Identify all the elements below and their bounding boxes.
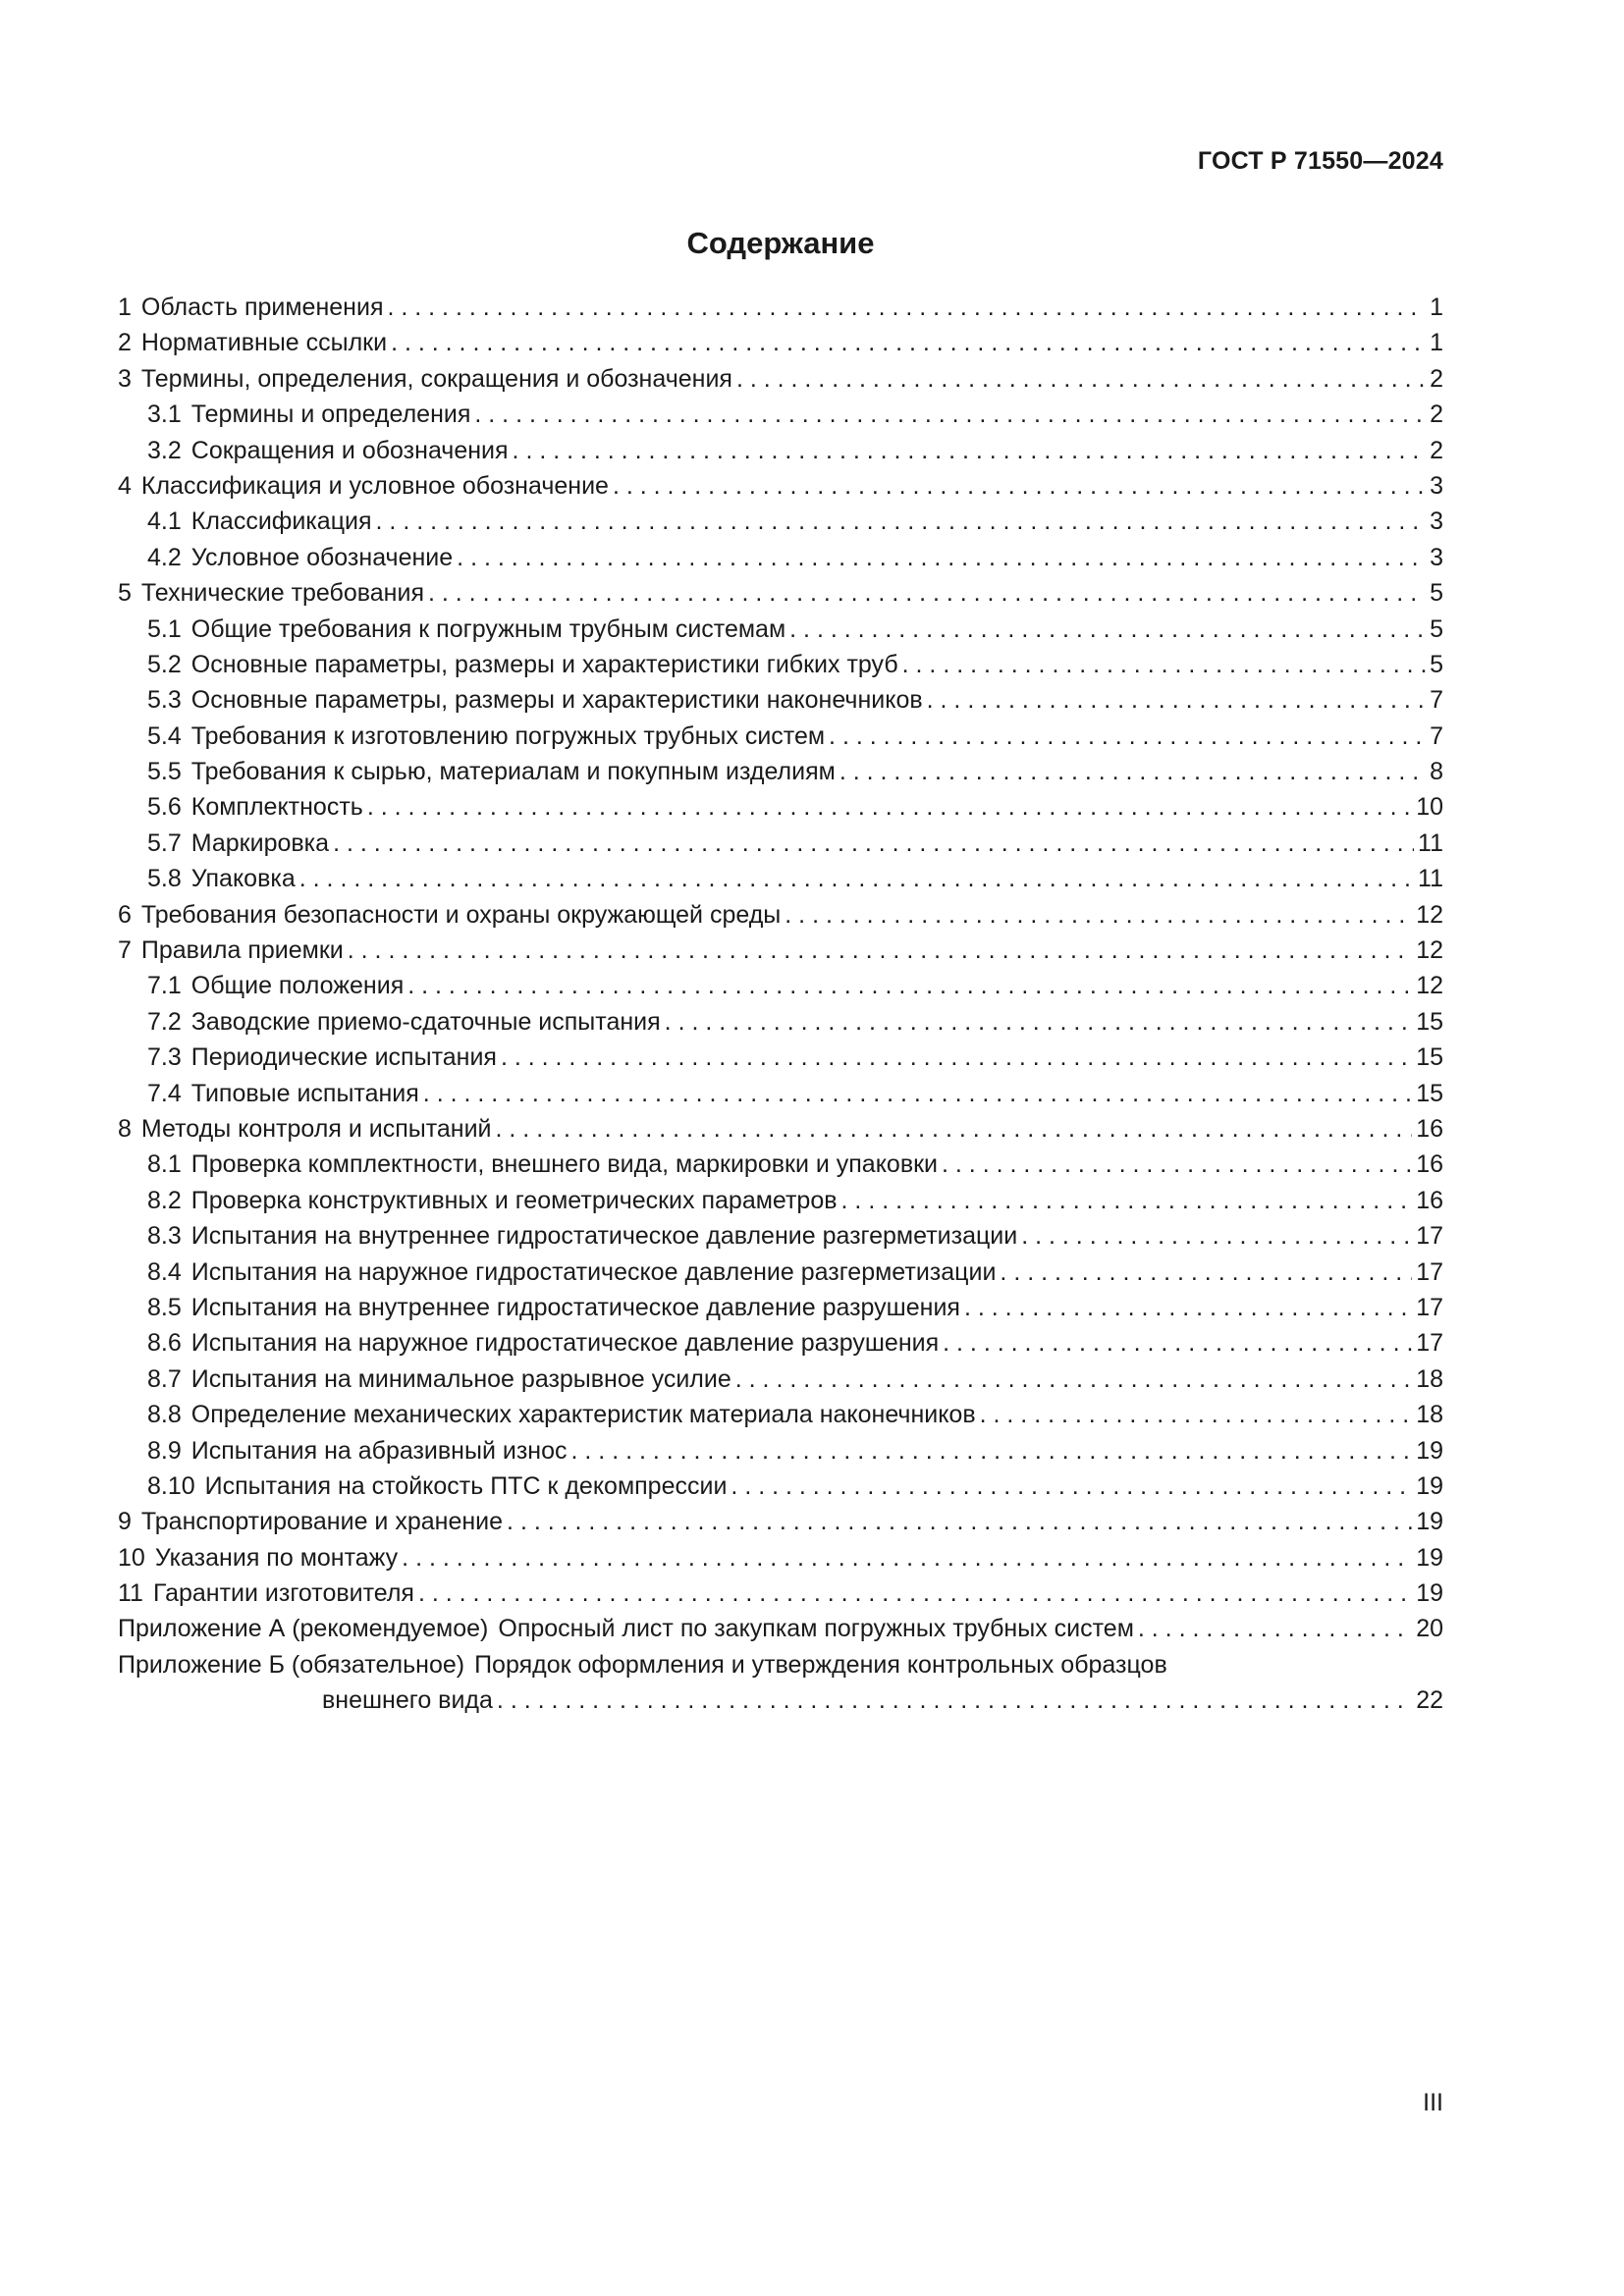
- toc-entry-number: 8.7: [147, 1364, 182, 1393]
- toc-leader-dots: [391, 325, 1426, 360]
- toc-entry[interactable]: [118, 1433, 1443, 1468]
- toc-entry-page: 18: [1416, 1364, 1443, 1393]
- toc-leader-dots: [1138, 1611, 1412, 1646]
- toc-entry-page: 2: [1430, 436, 1443, 464]
- toc-leader-dots: [829, 719, 1426, 754]
- toc-leader-dots: [507, 1504, 1412, 1539]
- toc-entry-label: [147, 1040, 497, 1075]
- toc-entry-label: [147, 968, 404, 1003]
- toc-entry-page: 7: [1430, 721, 1443, 750]
- toc-entry-text: Указания по монтажу: [154, 1543, 399, 1572]
- toc-entry-page: 16: [1416, 1114, 1443, 1143]
- toc-entry-label: [147, 1290, 960, 1325]
- toc-entry-text: Определение механических характеристик материала наконечников: [190, 1401, 976, 1429]
- toc-entry[interactable]: [118, 1468, 1443, 1504]
- toc-entry-text: Опросный лист по закупкам погружных трубных систем: [498, 1615, 1134, 1643]
- toc-entry-label: [147, 1397, 976, 1432]
- toc-entry-label: [147, 540, 453, 575]
- toc-entry[interactable]: [118, 361, 1443, 397]
- toc-entry-page: 19: [1416, 1508, 1443, 1536]
- toc-entry[interactable]: [118, 789, 1443, 825]
- toc-entry-label: [118, 933, 344, 968]
- toc-entry-number: 7.1: [147, 972, 182, 1000]
- toc-entry-number: 8.5: [147, 1293, 182, 1321]
- toc-entry-page: 12: [1416, 936, 1443, 965]
- toc-leader-dots: [980, 1397, 1413, 1432]
- toc-entry-label: [118, 1575, 414, 1611]
- toc-entry-number: 8: [118, 1114, 132, 1143]
- toc-entry-text: Методы контроля и испытаний: [140, 1114, 492, 1143]
- toc-entry-page: 15: [1416, 1079, 1443, 1107]
- toc-entry-number: Приложение Б (обязательное): [118, 1650, 465, 1679]
- toc-entry-page: 16: [1416, 1186, 1443, 1214]
- toc-leader-dots: [402, 1540, 1412, 1575]
- toc-entry-number: 8.1: [147, 1150, 182, 1179]
- toc-entry-label: [118, 290, 383, 325]
- toc-entry-number: 9: [118, 1508, 132, 1536]
- toc-entry-number: 8.9: [147, 1436, 182, 1465]
- toc-entry-page: 19: [1416, 1436, 1443, 1465]
- document-code: ГОСТ Р 71550—2024: [1197, 147, 1443, 175]
- toc-entry-page: 17: [1416, 1293, 1443, 1321]
- toc-entry[interactable]: [118, 433, 1443, 468]
- toc-entry-number: 7.2: [147, 1007, 182, 1036]
- toc-entry-number: 6: [118, 900, 132, 929]
- toc-entry-label: [322, 1682, 493, 1718]
- toc-entry[interactable]: [118, 933, 1443, 968]
- toc-entry-label: [147, 789, 363, 825]
- toc-entry[interactable]: [118, 826, 1443, 861]
- toc-entry-text: Испытания на стойкость ПТС к декомпрессии: [204, 1471, 728, 1500]
- toc-entry-number: 5.1: [147, 614, 182, 643]
- toc-entry-number: 5.6: [147, 793, 182, 822]
- toc-entry-number: 8.3: [147, 1222, 182, 1251]
- toc-entry-label: [118, 361, 732, 397]
- toc-entry-page: 1: [1430, 329, 1443, 357]
- toc-entry-page: 1: [1430, 294, 1443, 321]
- toc-leader-dots: [423, 1076, 1412, 1111]
- toc-entry-number: 5.3: [147, 686, 182, 715]
- toc-leader-dots: [736, 361, 1426, 397]
- toc-entry[interactable]: [118, 540, 1443, 575]
- toc-entry-text: Общие требования к погружным трубным системам: [190, 614, 786, 643]
- toc-leader-dots: [927, 682, 1426, 718]
- toc-entry-text: Периодические испытания: [190, 1043, 497, 1072]
- toc-entry-page: 15: [1416, 1007, 1443, 1036]
- toc-entry[interactable]: [118, 1111, 1443, 1147]
- toc-leader-dots: [299, 861, 1414, 896]
- toc-entry-number: Приложение А (рекомендуемое): [118, 1615, 489, 1643]
- toc-leader-dots: [348, 933, 1412, 968]
- toc-entry-text: Сокращения и обозначения: [190, 436, 509, 464]
- toc-entry[interactable]: [118, 1647, 1443, 1682]
- toc-entry-label: [147, 1183, 838, 1218]
- toc-entry-text: Классификация и условное обозначение: [140, 471, 609, 500]
- toc-entry-label: [118, 1540, 398, 1575]
- toc-entry-label: [147, 1325, 939, 1361]
- toc-leader-dots: [571, 1433, 1413, 1468]
- toc-entry-label: [147, 1255, 996, 1290]
- toc-entry-text: Комплектность: [190, 793, 363, 822]
- toc-entry-page: 5: [1430, 650, 1443, 678]
- toc-leader-dots: [613, 468, 1426, 504]
- toc-entry-page: 15: [1416, 1043, 1443, 1072]
- toc-leader-dots: [735, 1362, 1412, 1397]
- toc-entry-number: 4.2: [147, 543, 182, 571]
- toc-entry-text: Гарантии изготовителя: [152, 1579, 414, 1608]
- toc-entry-page: 2: [1430, 364, 1443, 393]
- toc-entry-page: 19: [1416, 1471, 1443, 1500]
- toc-leader-dots: [457, 540, 1426, 575]
- toc-entry-page: 8: [1430, 758, 1443, 786]
- toc-entry-text: Термины и определения: [190, 400, 471, 429]
- toc-entry-text: Нормативные ссылки: [140, 329, 388, 357]
- toc-leader-dots: [418, 1575, 1412, 1611]
- toc-leader-dots: [496, 1111, 1413, 1147]
- toc-leader-dots: [785, 897, 1412, 933]
- toc-entry-label: [147, 1468, 727, 1504]
- toc-entry[interactable]: [118, 504, 1443, 539]
- toc-entry-number: 4: [118, 471, 132, 500]
- toc-entry[interactable]: [118, 1290, 1443, 1325]
- toc-entry[interactable]: [118, 1611, 1443, 1646]
- toc-entry[interactable]: [118, 1325, 1443, 1361]
- toc-entry-text: Основные параметры, размеры и характеристики гибких труб: [190, 650, 898, 678]
- toc-entry-page: 22: [1416, 1686, 1443, 1715]
- toc-entry-label: [118, 468, 609, 504]
- toc-entry-label: [147, 1076, 419, 1111]
- toc-entry-text: Испытания на наружное гидростатическое давление разрушения: [190, 1329, 940, 1358]
- toc-entry-number: 8.2: [147, 1186, 182, 1214]
- toc-entry-label: [118, 325, 387, 360]
- toc-leader-dots: [407, 968, 1412, 1003]
- toc-entry-text: Порядок оформления и утверждения контрольных образцов: [474, 1650, 1167, 1679]
- toc-leader-dots: [841, 1183, 1413, 1218]
- toc-entry-page: 17: [1416, 1257, 1443, 1286]
- toc-entry-number: 5.8: [147, 865, 182, 893]
- toc-entry-number: 4.1: [147, 507, 182, 536]
- toc-entry-number: 3.2: [147, 436, 182, 464]
- toc-entry-label: [147, 647, 898, 682]
- toc-entry-text: Проверка комплектности, внешнего вида, маркировки и упаковки: [190, 1150, 939, 1179]
- toc-entry-page: 5: [1430, 614, 1443, 643]
- toc-entry-number: 8.4: [147, 1257, 182, 1286]
- toc-entry-label: [147, 504, 372, 539]
- toc-entry[interactable]: [118, 1147, 1443, 1182]
- toc-entry-text: Общие положения: [190, 972, 405, 1000]
- toc-entry[interactable]: [118, 1040, 1443, 1075]
- toc-entry[interactable]: [118, 754, 1443, 789]
- toc-entry-page: 3: [1430, 471, 1443, 500]
- toc-entry-label: [147, 826, 329, 861]
- toc-entry-text: Термины, определения, сокращения и обозначения: [140, 364, 732, 393]
- toc-leader-dots: [387, 290, 1426, 325]
- toc-entry-text: Транспортирование и хранение: [140, 1508, 504, 1536]
- toc-entry-text: Технические требования: [140, 579, 424, 608]
- toc-entry[interactable]: [118, 612, 1443, 647]
- toc-entry[interactable]: [118, 897, 1443, 933]
- toc-leader-dots: [333, 826, 1414, 861]
- toc-leader-dots: [839, 754, 1426, 789]
- toc-entry-text: Типовые испытания: [190, 1079, 419, 1107]
- toc-entry[interactable]: [118, 1255, 1443, 1290]
- toc-entry-page: 20: [1416, 1615, 1443, 1643]
- toc-entry-page: 2: [1430, 400, 1443, 429]
- toc-entry-number: 11: [118, 1579, 143, 1608]
- toc-entry-number: 3: [118, 364, 132, 393]
- toc-entry-page: 11: [1418, 828, 1443, 857]
- toc-entry-page: 3: [1430, 507, 1443, 536]
- toc-leader-dots: [731, 1468, 1412, 1504]
- toc-leader-dots: [789, 612, 1426, 647]
- toc-entry-text: Область применения: [140, 294, 384, 321]
- toc-entry-page: 16: [1416, 1150, 1443, 1179]
- toc-entry-text: Испытания на абразивный износ: [190, 1436, 568, 1465]
- toc-entry-label: [147, 1004, 661, 1040]
- toc-entry-page: 12: [1416, 900, 1443, 929]
- toc-entry-page: 10: [1416, 793, 1443, 822]
- toc-leader-dots: [367, 789, 1412, 825]
- toc-entry-text: Условное обозначение: [190, 543, 454, 571]
- toc-title: Содержание: [686, 226, 875, 260]
- toc-entry-label: [147, 397, 470, 432]
- toc-entry-label: [118, 1111, 492, 1147]
- toc-entry-label: [147, 719, 825, 754]
- toc-leader-dots: [474, 397, 1426, 432]
- toc-entry-page: 17: [1416, 1222, 1443, 1251]
- toc-leader-dots: [497, 1682, 1412, 1718]
- toc-entry-number: 3.1: [147, 400, 182, 429]
- toc-leader-dots: [902, 647, 1426, 682]
- toc-entry-number: 5.4: [147, 721, 182, 750]
- toc-leader-dots: [1021, 1218, 1412, 1254]
- toc-entry-number: 5: [118, 579, 132, 608]
- toc-entry-label: [118, 1504, 503, 1539]
- toc-entry-page: 7: [1430, 686, 1443, 715]
- toc-entry-label: [147, 433, 509, 468]
- toc-entry-number: 7: [118, 936, 132, 965]
- toc-entry-page: 19: [1416, 1543, 1443, 1572]
- toc-leader-dots: [501, 1040, 1412, 1075]
- toc-entry-label: [118, 1647, 1167, 1682]
- toc-entry-text: внешнего вида: [322, 1686, 493, 1715]
- toc-entry-page: 18: [1416, 1401, 1443, 1429]
- toc-entry-number: 5.2: [147, 650, 182, 678]
- toc-entry-label: [147, 612, 785, 647]
- toc-entry-page: 3: [1430, 543, 1443, 571]
- toc-entry[interactable]: [118, 575, 1443, 611]
- toc-entry[interactable]: [118, 325, 1443, 360]
- toc-entry-text: Проверка конструктивных и геометрических параметров: [190, 1186, 838, 1214]
- toc-entry[interactable]: [118, 861, 1443, 896]
- toc-entry-text: Требования к сырью, материалам и покупным изделиям: [190, 758, 836, 786]
- toc-leader-dots: [428, 575, 1426, 611]
- toc-entry-page: 17: [1416, 1329, 1443, 1358]
- toc-entry-label: [118, 575, 424, 611]
- toc-entry-label: [147, 1147, 938, 1182]
- toc-entry-number: 7.3: [147, 1043, 182, 1072]
- toc-entry[interactable]: [118, 397, 1443, 432]
- toc-entry[interactable]: [118, 719, 1443, 754]
- toc-entry-text: Испытания на наружное гидростатическое давление разгерметизации: [190, 1257, 997, 1286]
- page-number: III: [1423, 2089, 1443, 2116]
- toc-entry-label: [147, 754, 836, 789]
- toc-entry-number: 8.6: [147, 1329, 182, 1358]
- toc-leader-dots: [942, 1147, 1412, 1182]
- toc-entry-text: Маркировка: [190, 828, 330, 857]
- toc-leader-dots: [376, 504, 1427, 539]
- toc-entry-number: 8.8: [147, 1401, 182, 1429]
- toc-entry-number: 2: [118, 329, 132, 357]
- toc-entry[interactable]: [118, 1504, 1443, 1539]
- toc-entry-number: 8.10: [147, 1471, 195, 1500]
- toc-entry-page: 12: [1416, 972, 1443, 1000]
- toc-entry[interactable]: [118, 1076, 1443, 1111]
- toc-entry-label: [147, 1218, 1017, 1254]
- toc-entry-text: Испытания на внутреннее гидростатическое давление разрушения: [190, 1293, 960, 1321]
- toc-entry-label: [147, 682, 923, 718]
- table-of-contents: [118, 290, 1443, 1719]
- toc-entry-number: 1: [118, 294, 132, 321]
- toc-leader-dots: [665, 1004, 1413, 1040]
- toc-entry-text: Требования безопасности и охраны окружающей среды: [140, 900, 782, 929]
- toc-entry[interactable]: [118, 1575, 1443, 1611]
- toc-entry[interactable]: [118, 290, 1443, 325]
- toc-entry-text: Заводские приемо-сдаточные испытания: [190, 1007, 661, 1036]
- toc-entry-label: [147, 1362, 731, 1397]
- toc-entry[interactable]: [118, 468, 1443, 504]
- toc-entry[interactable]: [118, 1218, 1443, 1254]
- toc-leader-dots: [1000, 1255, 1412, 1290]
- toc-entry-text: Основные параметры, размеры и характеристики наконечников: [190, 686, 923, 715]
- toc-entry-text: Упаковка: [190, 865, 296, 893]
- toc-entry[interactable]: [118, 647, 1443, 682]
- toc-leader-dots: [964, 1290, 1412, 1325]
- toc-entry-text: Испытания на внутреннее гидростатическое давление разгерметизации: [190, 1222, 1018, 1251]
- toc-entry[interactable]: [118, 682, 1443, 718]
- toc-entry-page: 19: [1416, 1579, 1443, 1608]
- toc-leader-dots: [943, 1325, 1412, 1361]
- toc-entry-number: 5.7: [147, 828, 182, 857]
- toc-entry[interactable]: [118, 968, 1443, 1003]
- toc-entry-page: 11: [1418, 865, 1443, 893]
- toc-entry-text: Испытания на минимальное разрывное усилие: [190, 1364, 731, 1393]
- toc-entry-label: [147, 1433, 568, 1468]
- toc-entry[interactable]: [118, 1682, 1443, 1718]
- toc-entry[interactable]: [118, 1397, 1443, 1432]
- toc-entry[interactable]: [118, 1183, 1443, 1218]
- toc-entry-label: [147, 861, 296, 896]
- toc-entry-label: [118, 897, 781, 933]
- toc-entry[interactable]: [118, 1540, 1443, 1575]
- toc-entry[interactable]: [118, 1004, 1443, 1040]
- toc-leader-dots: [513, 433, 1427, 468]
- toc-entry-text: Классификация: [190, 507, 372, 536]
- toc-entry-text: Требования к изготовлению погружных трубных систем: [190, 721, 826, 750]
- toc-entry-label: [118, 1611, 1134, 1646]
- toc-entry[interactable]: [118, 1362, 1443, 1397]
- toc-entry-page: 5: [1430, 579, 1443, 608]
- toc-entry-number: 5.5: [147, 758, 182, 786]
- toc-entry-number: 7.4: [147, 1079, 182, 1107]
- toc-entry-text: Правила приемки: [140, 936, 344, 965]
- toc-entry-number: 10: [118, 1543, 145, 1572]
